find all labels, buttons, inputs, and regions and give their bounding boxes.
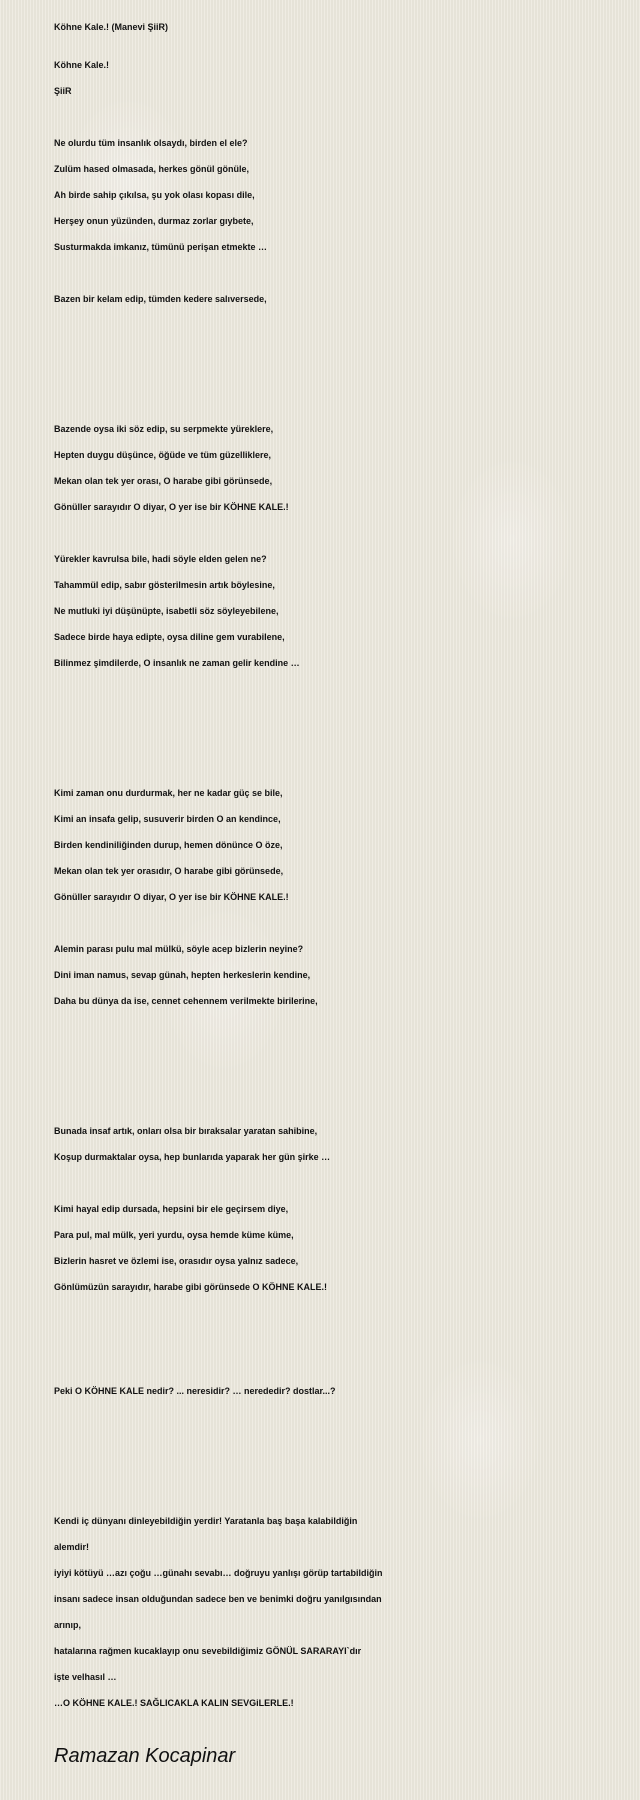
- poem-genre: ŞiiR: [54, 86, 72, 96]
- poem-line: Ne olurdu tüm insanlık olsaydı, birden el ele?: [54, 138, 248, 148]
- poem-line: Bazen bir kelam edip, tümden kedere salıversede,: [54, 294, 267, 304]
- poem-line: Bilinmez şimdilerde, O insanlık ne zaman gelir kendine …: [54, 658, 300, 668]
- poem-line: …O KÖHNE KALE.! SAĞLICAKLA KALIN SEVGiLERLE.!: [54, 1698, 294, 1708]
- poem-line: Herşey onun yüzünden, durmaz zorlar gıybete,: [54, 216, 254, 226]
- stanza-10: [54, 1508, 638, 1716]
- poem-line: arınıp,: [54, 1620, 82, 1630]
- poem-line: işte velhasıl …: [54, 1672, 117, 1682]
- stanza-4: [54, 546, 638, 676]
- poem-line: Ne mutluki iyi düşünüpte, isabetli söz söyleyebilene,: [54, 606, 279, 616]
- poem-line: Dini iman namus, sevap günah, hepten herkeslerin kendine,: [54, 970, 311, 980]
- poem-line: Gönlümüzün sarayıdır, harabe gibi görünsede O KÖHNE KALE.!: [54, 1282, 328, 1292]
- poem-line: iyiyi kötüyü …azı çoğu …günahı sevabı… doğruyu yanlışı görüp tartabildiğin: [54, 1568, 383, 1578]
- poem-line: hatalarına rağmen kucaklayıp onu sevebildiğimiz GÖNÜL SARARAYI`dır: [54, 1646, 362, 1656]
- poem-subtitle: Köhne Kale.!: [54, 60, 110, 70]
- poem-line: Zulüm hased olmasada, herkes gönül gönüle,: [54, 164, 250, 174]
- poem-line: Peki O KÖHNE KALE nedir? ... neresidir? … nerededir? dostlar...?: [54, 1386, 336, 1396]
- poem-line: Kimi zaman onu durdurmak, her ne kadar güç se bile,: [54, 788, 283, 798]
- stanza-6: [54, 936, 638, 1014]
- stanza-2: [54, 286, 638, 312]
- stanza-8: [54, 1196, 638, 1300]
- poem-line: Bunada insaf artık, onları olsa bir bıraksalar yaratan sahibine,: [54, 1126, 318, 1136]
- poem-line: Yürekler kavrulsa bile, hadi söyle elden gelen ne?: [54, 554, 267, 564]
- poem-line: Mekan olan tek yer orasıdır, O harabe gibi görünsede,: [54, 866, 284, 876]
- page-title: Köhne Kale.! (Manevi ŞiiR): [54, 22, 169, 32]
- poem-line: Kimi an insafa gelip, susuverir birden O an kendince,: [54, 814, 281, 824]
- poem-line: Mekan olan tek yer orası, O harabe gibi görünsede,: [54, 476, 273, 486]
- poem-line: Gönüller sarayıdır O diyar, O yer ise bir KÖHNE KALE.!: [54, 502, 289, 512]
- poem-line: Kendi iç dünyanı dinleyebildiğin yerdir! Yaratanla baş başa kalabildiğin: [54, 1516, 358, 1526]
- poem-line: Alemin parası pulu mal mülkü, söyle acep bizlerin neyine?: [54, 944, 304, 954]
- poem-line: Birden kendiniliğinden durup, hemen dönünce O öze,: [54, 840, 283, 850]
- poem-line: Para pul, mal mülk, yeri yurdu, oysa hemde küme küme,: [54, 1230, 294, 1240]
- stanza-7: [54, 1118, 638, 1170]
- poem-line: Susturmakda imkanız, tümünü perişan etmekte …: [54, 242, 268, 252]
- poem-line: Daha bu dünya da ise, cennet cehennem verilmekte birilerine,: [54, 996, 318, 1006]
- stanza-9: [54, 1378, 638, 1404]
- poem-line: Ah birde sahip çıkılsa, şu yok olası kopası dile,: [54, 190, 255, 200]
- stanza-1: [54, 130, 638, 260]
- poem-line: alemdir!: [54, 1542, 90, 1552]
- poem-line: Sadece birde haya edipte, oysa diline gem vurabilene,: [54, 632, 285, 642]
- poem-line: Bizlerin hasret ve özlemi ise, orasıdır oysa yalnız sadece,: [54, 1256, 299, 1266]
- poem-line: Hepten duygu düşünce, öğüde ve tüm güzelliklere,: [54, 450, 272, 460]
- poem-line: Gönüller sarayıdır O diyar, O yer ise bir KÖHNE KALE.!: [54, 892, 289, 902]
- poem-line: insanı sadece insan olduğundan sadece ben ve benimki doğru yanılgısından: [54, 1594, 382, 1604]
- stanza-3: [54, 416, 638, 520]
- author-signature: Ramazan Kocapinar: [54, 1745, 236, 1767]
- poem-line: Koşup durmaktalar oysa, hep bunlarıda yaparak her gün şirke …: [54, 1152, 331, 1162]
- poem-line: Tahammül edip, sabır gösterilmesin artık böylesine,: [54, 580, 275, 590]
- poem-page: [54, 12, 638, 1770]
- poem-line: Bazende oysa iki söz edip, su serpmekte yüreklere,: [54, 424, 274, 434]
- poem-line: Kimi hayal edip dursada, hepsini bir ele geçirsem diye,: [54, 1204, 289, 1214]
- stanza-5: [54, 780, 638, 910]
